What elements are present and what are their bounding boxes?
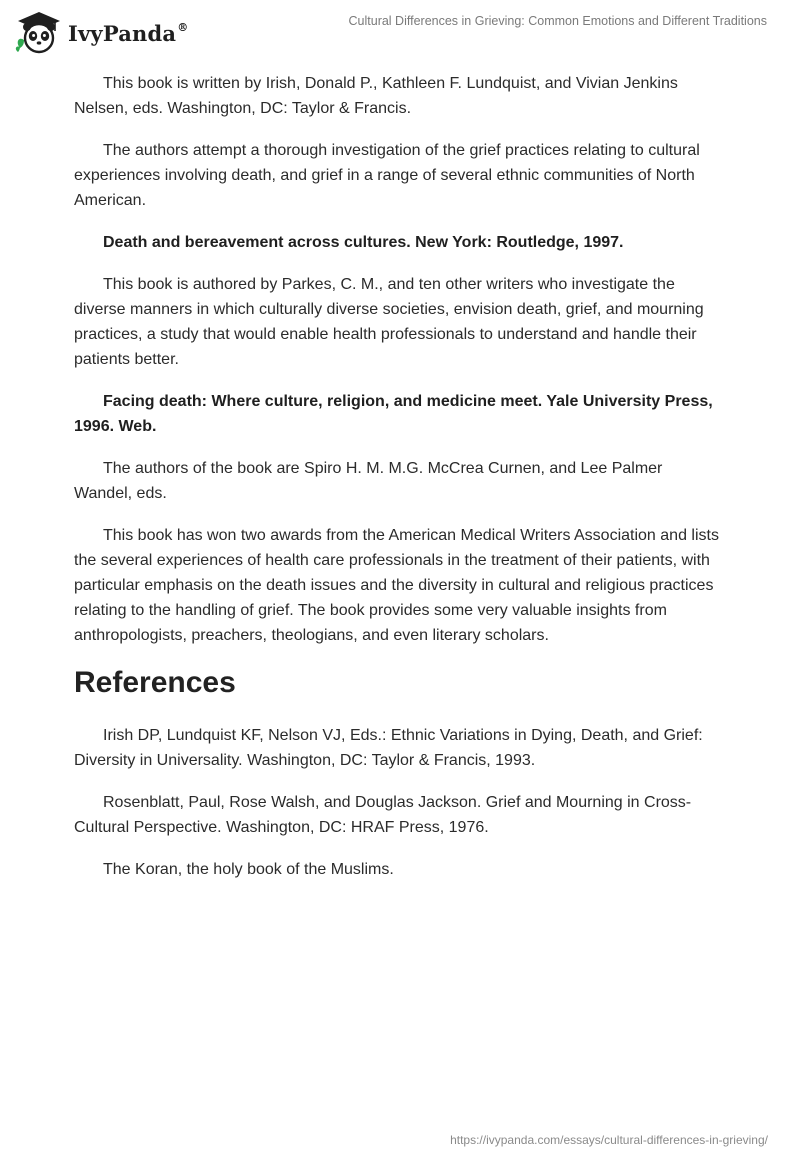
- panda-graduation-cap-icon: [14, 8, 62, 54]
- references-heading: References: [74, 666, 236, 699]
- reference-item: Rosenblatt, Paul, Rose Walsh, and Douglas Jackson. Grief and Mourning in Cross-Cultural Perspective. Washington, DC: HRAF Press, 1976.: [74, 794, 692, 836]
- essay-content: [74, 71, 724, 899]
- reference-item: Irish DP, Lundquist KF, Nelson VJ, Eds.: Ethnic Variations in Dying, Death, and Grief: Diversity in Universality. Washington, DC: Taylor & Francis, 1993.: [74, 727, 703, 769]
- paragraph: This book has won two awards from the American Medical Writers Association and lists the several experiences of health care professionals in the treatment of their patients, with particular emphasis on the death issues and the diversity in cultural and religious practices relating to the handling of grief. The book provides some very valuable insights from anthropologists, preachers, theologians, and even literary scholars.: [74, 527, 719, 644]
- document-title: Cultural Differences in Grieving: Common Emotions and Different Traditions: [348, 14, 767, 28]
- paragraph: This book is authored by Parkes, C. M., and ten other writers who investigate the diverse manners in which culturally diverse societies, envision death, grief, and mourning practices, a study that would enable health professionals to understand and handle their patients better.: [74, 276, 704, 368]
- registered-mark: ®: [177, 20, 189, 34]
- paragraph: This book is written by Irish, Donald P., Kathleen F. Lundquist, and Vivian Jenkins Nelsen, eds. Washington, DC: Taylor & Francis.: [74, 75, 678, 117]
- paragraph: The authors attempt a thorough investigation of the grief practices relating to cultural experiences involving death, and grief in a range of several ethnic communities of North American.: [74, 142, 700, 209]
- book-title-citation: Death and bereavement across cultures. New York: Routledge, 1997.: [103, 234, 624, 251]
- footer-url-link[interactable]: https://ivypanda.com/essays/cultural-differences-in-grieving/: [450, 1133, 768, 1147]
- book-title-citation: Facing death: Where culture, religion, and medicine meet. Yale University Press, 1996. Web.: [74, 393, 713, 435]
- reference-item: The Koran, the holy book of the Muslims.: [103, 861, 394, 878]
- page-header: [0, 0, 800, 60]
- logo-text: IvyPanda®: [68, 20, 189, 46]
- paragraph: The authors of the book are Spiro H. M. M.G. McCrea Curnen, and Lee Palmer Wandel, eds.: [74, 460, 663, 502]
- ivypanda-logo[interactable]: [14, 8, 188, 54]
